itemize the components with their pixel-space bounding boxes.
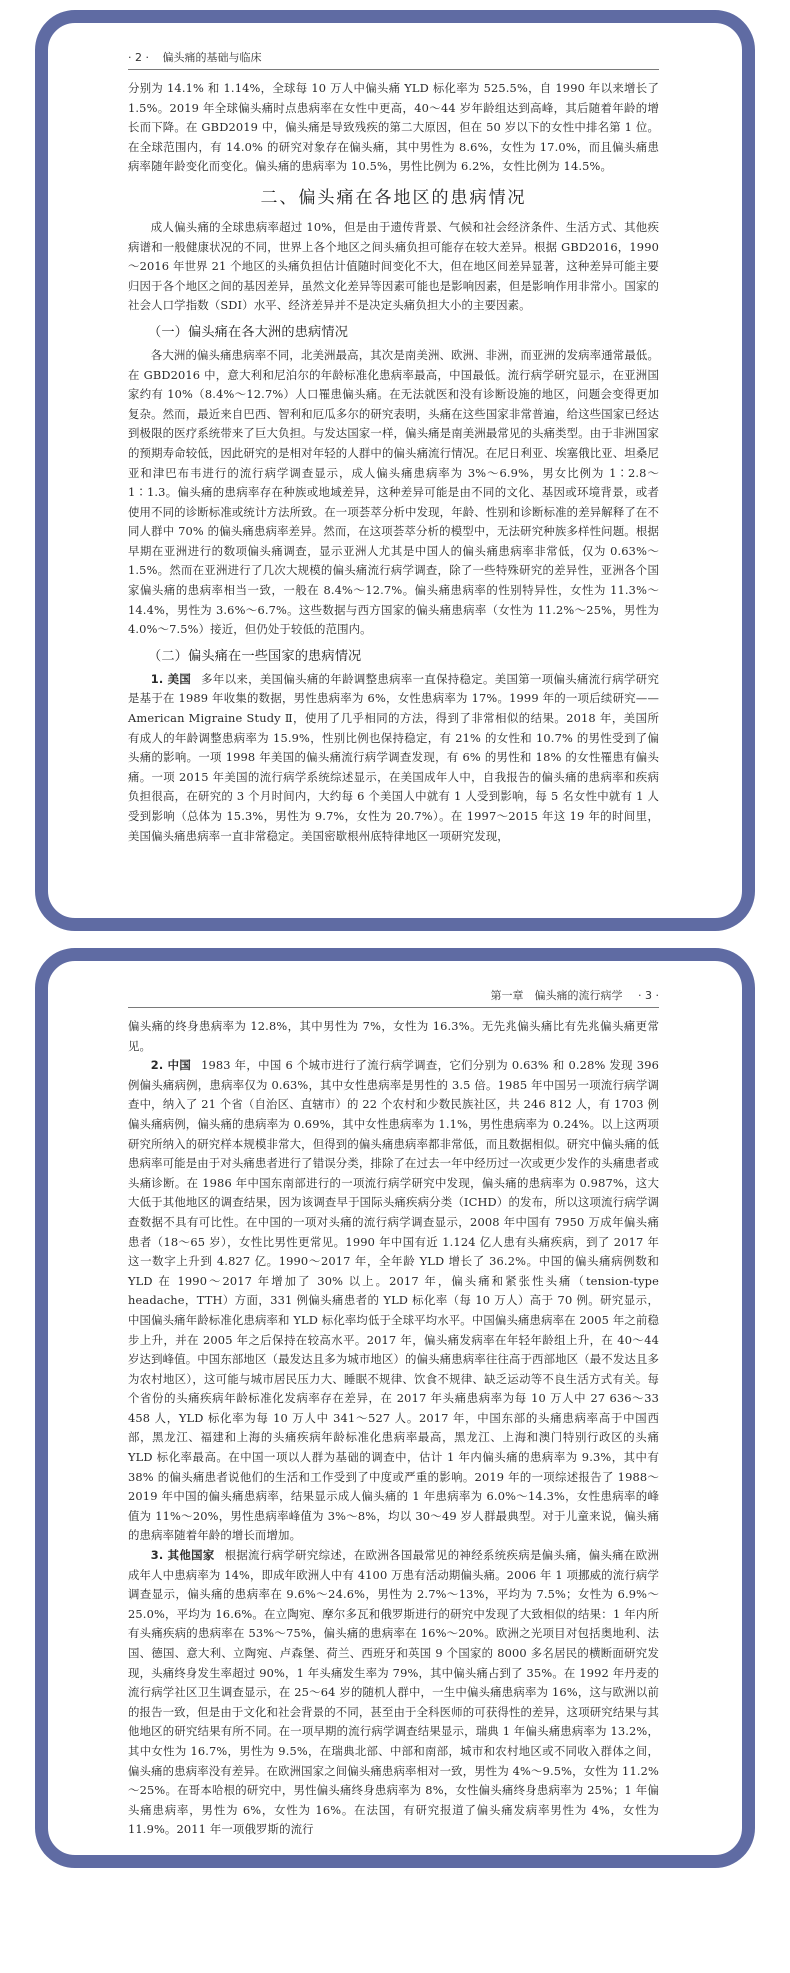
page-frame-1	[35, 10, 755, 931]
book-page-3	[48, 961, 742, 1855]
chapter-title: 第一章 偏头痛的流行病学	[490, 989, 623, 1002]
country-lead: 3. 其他国家	[150, 1548, 215, 1563]
country-lead: 2. 中国	[150, 1058, 192, 1073]
paragraph: 各大洲的偏头痛患病率不同，北美洲最高，其次是南美洲、欧洲、非洲，而亚洲的发病率通常最低。在 GBD2016 中，意大利和尼泊尔的年龄标准化患病率最高，中国最低。流行病学研究显示，在亚洲国家约有 10%（8.4%～12.7%）人口罹患偏头痛。在无法就医和没有诊断设施的地区，问题会变得更加复杂。然而，最近来自巴西、智利和厄瓜多尔的研究表明，头痛在这些国家非常普遍，给这些国家已经达到极限的医疗系统带来了巨大负担。与发达国家一样，偏头痛是南美洲最常见的头痛类型。由于非洲国家的预期寿命较低，因此研究的是相对年轻的人群中的偏头痛流行情况。在尼日利亚、埃塞俄比亚、坦桑尼亚和津巴布韦进行的流行病学调查显示，成人偏头痛患病率为 3%～6.9%，男女比例为 1∶2.8～1∶1.3。偏头痛的患病率存在种族或地域差异，这种差异可能是由不同的文化、基因或环境背景，或者使用不同的诊断标准或统计方法所致。在一项荟萃分析中发现，年龄、性别和诊断标准的差异解释了在不同人群中 70% 的偏头痛患病率差异。然而，在这项荟萃分析的模型中，无法研究种族多样性问题。根据早期在亚洲进行的数项偏头痛调查，显示亚洲人尤其是中国人的偏头痛患病率非常低，仅为 0.63%～1.5%。然而在亚洲进行了几次大规模的偏头痛流行病学调查，除了一些特殊研究的差异性，亚洲各个国家偏头痛的患病率相当一致，一般在 8.4%～12.7%。偏头痛患病率的性别特异性，女性为 11.3%～14.4%，男性为 3.6%～6.7%。这些数据与西方国家的偏头痛患病率（女性为 11.2%～25%，男性为 4.0%～7.5%）接近，但仍处于较低的范围内。	[128, 347, 659, 637]
section-heading: 二、偏头痛在各地区的患病情况	[260, 187, 527, 208]
paragraph-text: 多年以来，美国偏头痛的年龄调整患病率一直保持稳定。美国第一项偏头痛流行病学研究是基于在 1989 年收集的数据，男性患病率为 6%，女性患病率为 17%。1999 年的一项后续研究——American Migraine Study Ⅱ，使用了几乎相同的方法，得到了非常相似的结果。2018 年，美国所有成人的年龄调整患病率为 15.9%，性别比例也保持稳定，有 21% 的女性和 10.7% 的男性受到了偏头痛的影响。一项 1998 年美国的偏头痛流行病学调查发现，有 6% 的男性和 18% 的女性罹患有偏头痛。一项 2015 年美国的流行病学系统综述显示，在美国成年人中，自我报告的偏头痛的患病率和疾病负担很高，在研究的 3 个月时间内，大约每 6 个美国人中就有 1 人受到影响，每 5 名女性中就有 1 人受到影响（总体为 15.3%，男性为 9.7%，女性为 20.7%）。在 1997～2015 年这 19 年的时间里，美国偏头痛患病率一直非常稳定。美国密歇根州底特律地区一项研究发现，	[128, 671, 660, 843]
running-header	[128, 987, 659, 1008]
paragraph-text: 根据流行病学研究综述，在欧洲各国最常见的神经系统疾病是偏头痛，偏头痛在欧洲成年人中患病率为 14%，即成年欧洲人中有 4100 万患有活动期偏头痛。2006 年 1 项挪威的流行病学调查显示，偏头痛的患病率在 9.6%～24.6%，男性为 2.7%～13%，平均为 7.5%；女性为 6.9%～25.0%，平均为 16.6%。在立陶宛、摩尔多瓦和俄罗斯进行的研究中发现了大致相似的结果：1 年内所有头痛疾病的患病率在 53%～75%，偏头痛的患病率在 16%～20%。欧洲之光项目对包括奥地利、法国、德国、意大利、立陶宛、卢森堡、荷兰、西班牙和英国 9 个国家的 8000 多名居民的横断面研究发现，头痛终身发生率超过 90%，1 年头痛发生率为 79%，其中偏头痛占到了 35%。在 1992 年丹麦的流行病学社区卫生调查显示，在 25～64 岁的随机人群中，一生中偏头痛患病率为 16%，这与欧洲以前的报告一致，但是由于文化和社会背景的不同，甚至由于全科医师的可获得性的差异，这项研究结果与其他地区的研究结果有所不同。在一项早期的流行病学调查结果显示，瑞典 1 年偏头痛患病率为 13.2%，其中女性为 16.7%，男性为 9.5%，在瑞典北部、中部和南部，城市和农村地区或不同收入群体之间，偏头痛的患病率没有差异。在欧洲国家之间偏头痛患病率相对一致，男性为 4%～9.5%，女性为 11.2%～25%。在哥本哈根的研究中，男性偏头痛终身患病率为 8%，女性偏头痛终身患病率为 25%；1 年偏头痛患病率，男性为 6%，女性为 16%。在法国，有研究报道了偏头痛发病率男性为 4%，女性为 11.9%。2011 年一项俄罗斯的流行	[128, 1548, 659, 1837]
paragraph-other	[128, 1546, 659, 1840]
page-number: · 3 ·	[638, 989, 659, 1002]
running-header	[128, 49, 659, 70]
page-frame-2	[35, 948, 755, 1868]
paragraph: 成人偏头痛的全球患病率超过 10%，但是由于遗传背景、气候和社会经济条件、生活方式、其他疾病谱和一般健康状况的不同，世界上各个地区之间头痛负担可能存在较大差异。根据 GBD2016，1990～2016 年世界 21 个地区的头痛负担估计值随时间变化不大，但在地区间差异显著，这种差异可能主要归因于各个地区之间的基因差异，虽然文化差异等因素可能也是影响因素，但是影响作用非常小。国家的社会人口学指数（SDI）水平、经济差异并不是决定头痛负担大小的主要因素。	[128, 219, 659, 313]
paragraph-china	[128, 1056, 659, 1546]
page-body	[128, 79, 659, 846]
page-number: · 2 ·	[128, 51, 149, 64]
paragraph: 分别为 14.1% 和 1.14%，全球每 10 万人中偏头痛 YLD 标化率为 525.5%，自 1990 年以来增长了 1.5%。2019 年全球偏头痛时点患病率在女性中更高，40～44 岁年龄组达到高峰，其后随着年龄的增长而下降。在 GBD2019 中，偏头痛是导致残疾的第二大原因，但在 50 岁以下的女性中排名第 1 位。在全球范围内，有 14.0% 的研究对象存在偏头痛，其中男性为 8.6%，女性为 17.0%，而且偏头痛患病率随年龄变化而变化。偏头痛的患病率为 10.5%，男性比例为 6.2%，女性比例为 14.5%。	[128, 81, 659, 174]
book-page-2	[48, 23, 742, 918]
paragraph-usa	[128, 670, 659, 846]
paragraph-text: 1983 年，中国 6 个城市进行了流行病学调查，它们分别为 0.63% 和 0.28% 发现 396 例偏头痛病例，患病率仅为 0.63%，其中女性患病率是男性的 3.5 倍。1985 年中国另一项流行病学调查中，纳入了 21 个省（自治区、直辖市）的 22 个农村和少数民族社区，共 246 812 人，有 1703 例偏头痛病例，偏头痛的患病率为 0.69%，其中女性患病率为 1.1%，男性患病率为 0.24%。以上这两项研究所纳入的研究样本规模非常大，但得到的偏头痛患病率都非常低，而且数据相似。研究中偏头痛的低患病率可能是由于对头痛患者进行了错误分类，排除了在过去一年中经历过一次或更少发作的头痛患者或头痛诊断。在 1986 年中国东南部进行的一项流行病学研究中发现，偏头痛的患病率为 0.987%，这大大低于其他地区的调查结果，因为该调查早于国际头痛疾病分类（ICHD）的发布，所以这项流行病学调查数据不具有可比性。在中国的一项对头痛的流行病学调查显示，2008 年中国有 7950 万成年偏头痛患者（18～65 岁），女性比男性更常见。1990 年中国有近 1.124 亿人患有头痛疾病，到了 2017 年这一数字上升到 4.827 亿。1990～2017 年，全年龄 YLD 增长了 36.2%。中国的偏头痛病例数和 YLD 在 1990～2017 年增加了 30% 以上。2017 年，偏头痛和紧张性头痛（tension-type headache，TTH）方面，331 例偏头痛患者的 YLD 标化率（每 10 万人）高于 70 例。研究显示，中国偏头痛年龄标准化患病率和 YLD 标化率均低于全球平均水平。中国偏头痛患病率在 2005 年之前稳步上升，并在 2005 年之后保持在较高水平。2017 年，偏头痛发病率在年轻年龄组上升，在 40～44 岁达到峰值。中国东部地区（最发达且多为城市地区）的偏头痛患病率往往高于西部地区（最不发达且多为农村地区），这可能与城市居民压力大、睡眠不规律、饮食不规律、缺乏运动等不良生活方式有关。每个省份的头痛疾病年龄标准化发病率存在差异，在 2017 年头痛患病率为每 10 万人中 27 636～33 458 人，YLD 标化率为每 10 万人中 341～527 人。2017 年，中国东部的头痛患病率高于中国西部，黑龙江、福建和上海的头痛疾病年龄标准化患病率最高，黑龙江、上海和澳门特别行政区的头痛 YLD 标化率最高。在中国一项以人群为基础的调查中，估计 1 年内偏头痛的患病率为 9.3%，其中有 38% 的偏头痛患者说他们的生活和工作受到了中度或严重的影响。2019 年的一项综述报告了 1988～2019 年中国的偏头痛患病率，结果显示成人偏头痛的 1 年患病率为 6.0%～14.3%，女性患病率的峰值为 11%～20%，男性患病率峰值为 3%～8%，均以 30～49 岁人群最典型。对于儿童来说，偏头痛的患病率随着年龄的增长而增加。	[128, 1058, 659, 1543]
book-title: 偏头痛的基础与临床	[162, 51, 262, 64]
subsection-heading: （二）偏头痛在一些国家的患病情况	[148, 648, 362, 664]
paragraph: 偏头痛的终身患病率为 12.8%，其中男性为 7%，女性为 16.3%。无先兆偏头痛比有先兆偏头痛更常见。	[128, 1019, 659, 1053]
subsection-heading: （一）偏头痛在各大洲的患病情况	[148, 324, 349, 340]
country-lead: 1. 美国	[150, 671, 192, 686]
page-body	[128, 1017, 659, 1840]
